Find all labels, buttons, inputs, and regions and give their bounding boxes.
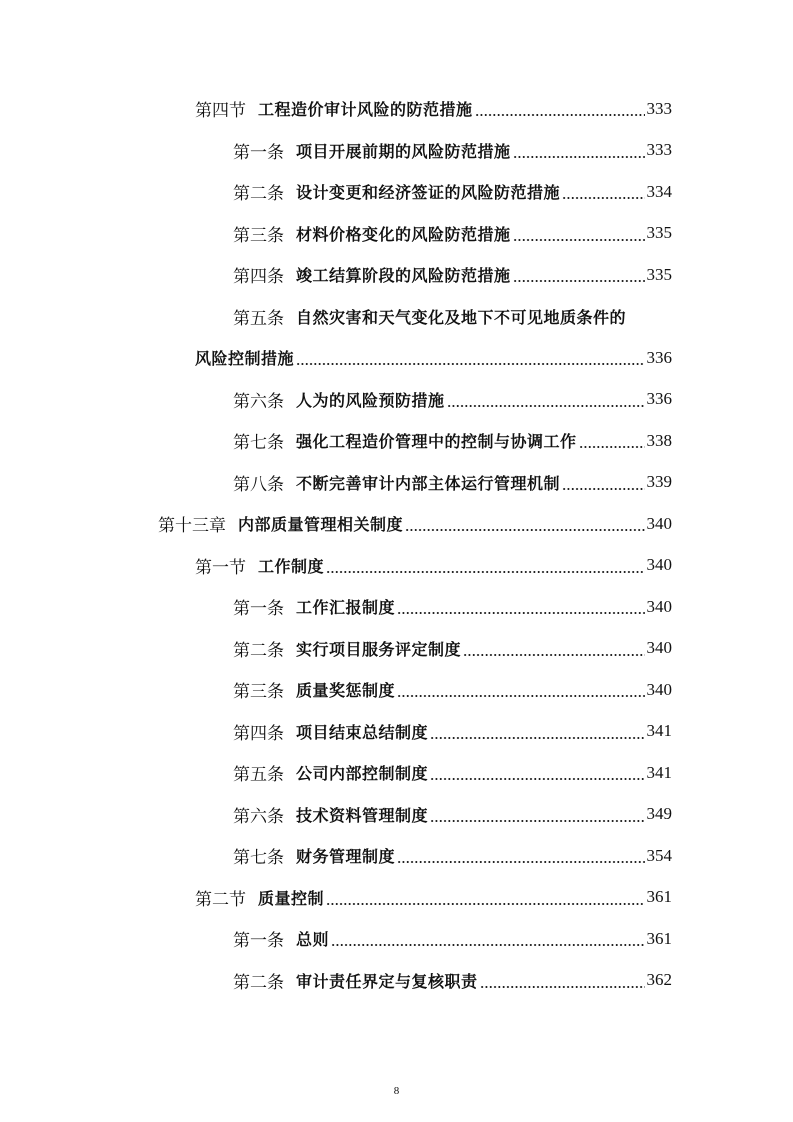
toc-entry[interactable] [0, 752, 793, 794]
dot-leader [475, 100, 645, 117]
toc-entry-title: 材料价格变化的风险防范措施 [296, 224, 511, 244]
toc-entry-title: 项目结束总结制度 [296, 722, 429, 742]
toc-entry-title: 项目开展前期的风险防范措施 [296, 141, 511, 161]
toc-entry-page: 333 [646, 140, 672, 160]
dot-leader [513, 266, 645, 283]
toc-entry-page: 340 [646, 638, 672, 658]
toc-entry-number: 第三条 [233, 225, 284, 246]
toc-entry-page: 336 [646, 389, 672, 409]
toc-entry-number: 第二条 [233, 640, 284, 661]
dot-leader [430, 806, 644, 823]
toc-entry-page: 340 [646, 513, 672, 533]
toc-entry-title: 质量控制 [258, 888, 325, 908]
toc-entry-title: 人为的风险预防措施 [296, 390, 445, 410]
dot-leader [562, 474, 644, 491]
toc-entry-page: 341 [646, 762, 672, 782]
toc-entry[interactable] [0, 877, 793, 919]
toc-entry-page: 340 [646, 596, 672, 616]
toc-entry[interactable] [0, 586, 793, 628]
dot-leader [430, 764, 644, 781]
toc-entry-number: 第六条 [233, 391, 284, 412]
dot-leader [296, 349, 644, 366]
toc-entry-page: 334 [646, 181, 672, 201]
toc-entry-page: 349 [646, 804, 672, 824]
toc-entry-number: 第五条 [233, 308, 284, 329]
toc-entry-number: 第五条 [233, 765, 284, 786]
toc-entry[interactable] [0, 628, 793, 670]
toc-entry-number: 第六条 [233, 806, 284, 827]
toc-entry-page: 339 [646, 472, 672, 492]
toc-entry-title: 工程造价审计风险的防范措施 [258, 100, 473, 120]
toc-entry-title: 自然灾害和天气变化及地下不可见地质条件的 [296, 307, 627, 327]
toc-entry-title: 内部质量管理相关制度 [238, 515, 404, 535]
toc-entry-title: 设计变更和经济签证的风险防范措施 [296, 183, 561, 203]
toc-entry[interactable] [0, 296, 793, 338]
toc-entry-page: 361 [646, 928, 672, 948]
dot-leader [397, 681, 644, 698]
toc-entry-title: 质量奖惩制度 [296, 681, 396, 701]
toc-entry-page: 335 [646, 264, 672, 284]
toc-entry-title: 强化工程造价管理中的控制与协调工作 [296, 432, 577, 452]
toc-entry-number: 第二条 [233, 972, 284, 993]
toc-entry[interactable] [0, 918, 793, 960]
toc-entry-number: 第二条 [233, 184, 284, 205]
dot-leader [513, 142, 645, 159]
toc-entry[interactable] [0, 503, 793, 545]
toc-entry[interactable] [0, 669, 793, 711]
dot-leader [331, 930, 644, 947]
toc-entry-page: 335 [646, 223, 672, 243]
toc-entry[interactable] [0, 711, 793, 753]
toc-entry-title: 工作制度 [258, 556, 325, 576]
toc-entry-title: 审计责任界定与复核职责 [296, 971, 478, 991]
dot-leader [397, 598, 644, 615]
toc-entry-number: 第四条 [233, 723, 284, 744]
toc-entry-title: 竣工结算阶段的风险防范措施 [296, 266, 511, 286]
toc-entry-page: 361 [646, 887, 672, 907]
toc-entry[interactable] [0, 960, 793, 1002]
toc-entry-number: 第七条 [233, 433, 284, 454]
toc-entry[interactable] [0, 379, 793, 421]
toc-entry[interactable] [0, 462, 793, 504]
dot-leader [397, 847, 644, 864]
toc-entry-number: 第二节 [195, 889, 246, 910]
toc-entry-number: 第八条 [233, 474, 284, 495]
toc-entry-title: 工作汇报制度 [296, 598, 396, 618]
dot-leader [326, 557, 644, 574]
toc-entry-page: 354 [646, 845, 672, 865]
dot-leader [326, 889, 644, 906]
toc-entry-number: 第十三章 [158, 516, 226, 537]
toc-entry-number: 第三条 [233, 682, 284, 703]
toc-entry-number: 第四条 [233, 267, 284, 288]
toc-entry-number: 第一条 [233, 931, 284, 952]
table-of-contents [0, 88, 793, 1001]
toc-entry-title: 实行项目服务评定制度 [296, 639, 462, 659]
toc-entry-page: 341 [646, 721, 672, 741]
toc-entry-title: 技术资料管理制度 [296, 805, 429, 825]
toc-entry[interactable] [0, 545, 793, 587]
toc-entry-page: 340 [646, 679, 672, 699]
dot-leader [447, 391, 645, 408]
toc-entry[interactable] [0, 420, 793, 462]
toc-entry[interactable] [0, 88, 793, 130]
dot-leader [430, 723, 644, 740]
toc-entry-title: 风险控制措施 [195, 349, 295, 369]
dot-leader [463, 640, 644, 657]
toc-entry[interactable] [0, 835, 793, 877]
toc-entry-number: 第七条 [233, 848, 284, 869]
toc-entry[interactable] [0, 213, 793, 255]
toc-entry-page: 336 [646, 347, 672, 367]
dot-leader [480, 972, 645, 989]
toc-entry-page: 340 [646, 555, 672, 575]
toc-entry[interactable] [0, 794, 793, 836]
toc-entry-number: 第一条 [233, 599, 284, 620]
toc-entry[interactable] [0, 254, 793, 296]
toc-entry[interactable] [0, 171, 793, 213]
toc-entry-page: 338 [646, 430, 672, 450]
dot-leader [562, 183, 644, 200]
toc-entry-title: 不断完善审计内部主体运行管理机制 [296, 473, 561, 493]
toc-entry-title: 财务管理制度 [296, 847, 396, 867]
toc-entry-number: 第一节 [195, 557, 246, 578]
toc-entry-page: 333 [646, 98, 672, 118]
toc-entry-title: 公司内部控制制度 [296, 764, 429, 784]
toc-entry-number: 第四节 [195, 101, 246, 122]
toc-entry-title: 总则 [296, 930, 330, 950]
toc-entry-page: 362 [646, 970, 672, 990]
dot-leader [513, 225, 645, 242]
toc-entry[interactable] [0, 130, 793, 172]
page-number: 8 [393, 1085, 400, 1097]
dot-leader [579, 432, 645, 449]
dot-leader [405, 515, 644, 532]
toc-entry-number: 第一条 [233, 142, 284, 163]
toc-entry-continuation[interactable] [0, 337, 793, 379]
